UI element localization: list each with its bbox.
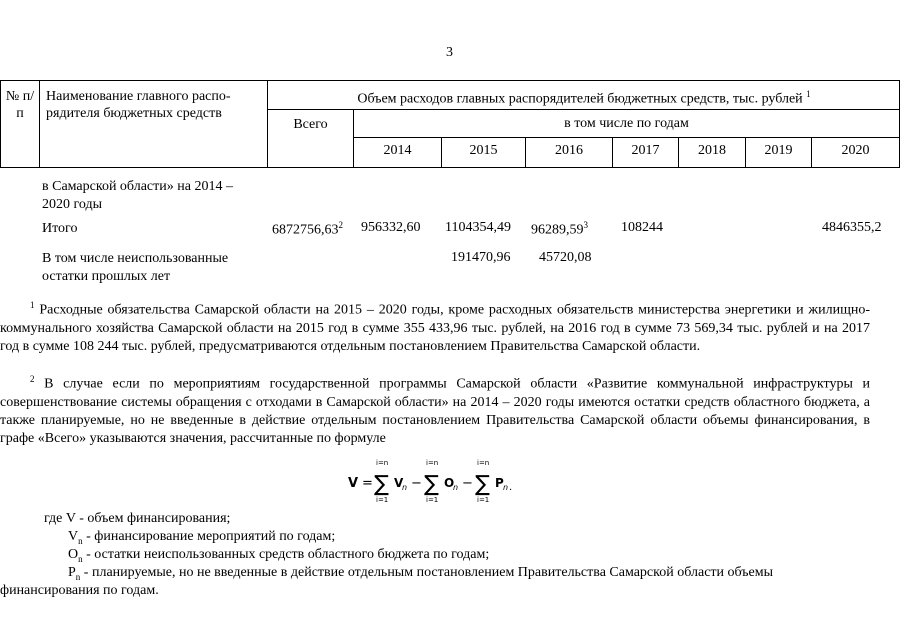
cell-2016: 96289,59$^3$ <box>531 220 588 238</box>
term-sub: n <box>453 483 459 492</box>
col-header-by-years: в том числе по годам <box>564 116 689 131</box>
cell-2015: 1104354,49 <box>445 220 511 235</box>
year-2014: 2014 <box>383 143 412 158</box>
legend-line-2: $V_n$ - финансирование мероприятий по годам; <box>68 529 336 546</box>
page-number: 3 <box>446 45 453 60</box>
formula <box>340 455 540 511</box>
formula-lhs: V <box>348 476 359 491</box>
legend-line-5: финансирования по годам. <box>0 583 159 598</box>
sum-top: i=n <box>477 459 490 467</box>
table-inner-border <box>267 109 900 110</box>
legend-line-3: $O_n$ - остатки неиспользованных средств областного бюджета по годам; <box>68 547 490 564</box>
cell-2015: 191470,96 <box>451 250 511 265</box>
table-bottom-border <box>0 167 900 168</box>
sum-sign-icon: ∑ <box>424 472 439 497</box>
col-header-no: № п/п <box>5 89 35 121</box>
formula-eq: = <box>362 476 373 491</box>
table-right-border <box>899 80 900 168</box>
footnote-1: $^1$ Расходные обязательства Самарской области на 2015 – 2020 годы, кроме расходных обязательств министерства энергетики и жилищно-коммунального хозяйства Самарской области на 2015 год в сумме 355 433,96 тыс. рублей, на 2016 год в сумме 73 569,34 тыс. рублей и на 2017 год в сумме 108 244 тыс. рублей, предусматриваются отдельным постановлением Правительства Самарской области. <box>0 300 871 354</box>
legend-line-1: где V - объем финансирования; <box>44 511 231 526</box>
year-2015: 2015 <box>469 143 498 158</box>
cell-2016: 45720,08 <box>539 250 592 265</box>
table-row <box>42 250 228 286</box>
term-o: O <box>444 476 455 490</box>
table-left-border <box>0 80 1 168</box>
row-name-line: в Самарской области» на 2014 – <box>42 179 233 194</box>
year-2019: 2019 <box>764 143 793 158</box>
budget-table-header <box>0 80 900 168</box>
cell-2014: 956332,60 <box>361 220 421 235</box>
sum-sign-icon: ∑ <box>475 472 490 497</box>
formula-minus: − <box>462 476 473 491</box>
sum-bottom: i=1 <box>477 496 490 504</box>
row-name-line: остатки прошлых лет <box>42 269 171 284</box>
col-header-volume: Объем расходов главных распорядителей бюджетных средств, тыс. рублей $^1$ <box>357 89 811 107</box>
row-name-itogo: Итого <box>42 221 78 236</box>
sum-sign-icon: ∑ <box>374 472 389 497</box>
year-2017: 2017 <box>631 143 660 158</box>
table-top-border <box>0 80 900 81</box>
footnote-2: $^2$ В случае если по мероприятиям государственной программы Самарской области «Развитие коммунальной инфраструктуры и совершенствование системы обращения с отходами в Самарской области» на 2014 – 2020 годы имеются остатки средств областного бюджета, а также планируемые, но не введенные в действие отдельным постановлением Правительства Самарской области объемы финансирования, в графе «Всего» указываются значения, рассчитанные по формуле <box>0 374 871 446</box>
sum-bottom: i=1 <box>426 496 439 504</box>
cell-2017: 108244 <box>621 220 663 235</box>
col-header-total: Всего <box>293 117 328 132</box>
row-name-line: В том числе неиспользованные <box>42 251 229 266</box>
term-p: P <box>495 476 504 490</box>
term-sub: n <box>402 483 408 492</box>
cell-2020: 4846355,2 <box>822 220 882 235</box>
formula-minus: − <box>411 476 422 491</box>
term-v: V <box>394 476 404 490</box>
formula-tail: . <box>509 482 513 493</box>
table-row <box>42 178 233 214</box>
year-2018: 2018 <box>698 143 726 158</box>
legend-line-4: $P_n$ - планируемые, но не введенные в действие отдельным постановлением Правительства Самарской области объемы <box>68 565 774 582</box>
col-divider <box>39 80 40 168</box>
table-inner-border <box>353 137 900 138</box>
term-sub: n <box>503 483 509 492</box>
col-header-name: Наименование главного распо-рядителя бюджетных средств <box>46 89 231 121</box>
sum-top: i=n <box>376 459 389 467</box>
cell-total: 6872756,63$^2$ <box>272 220 343 238</box>
sum-bottom: i=1 <box>376 496 389 504</box>
sum-top: i=n <box>426 459 439 467</box>
year-2020: 2020 <box>841 143 870 158</box>
year-2016: 2016 <box>555 143 583 158</box>
row-name-line: 2020 годы <box>42 197 103 212</box>
